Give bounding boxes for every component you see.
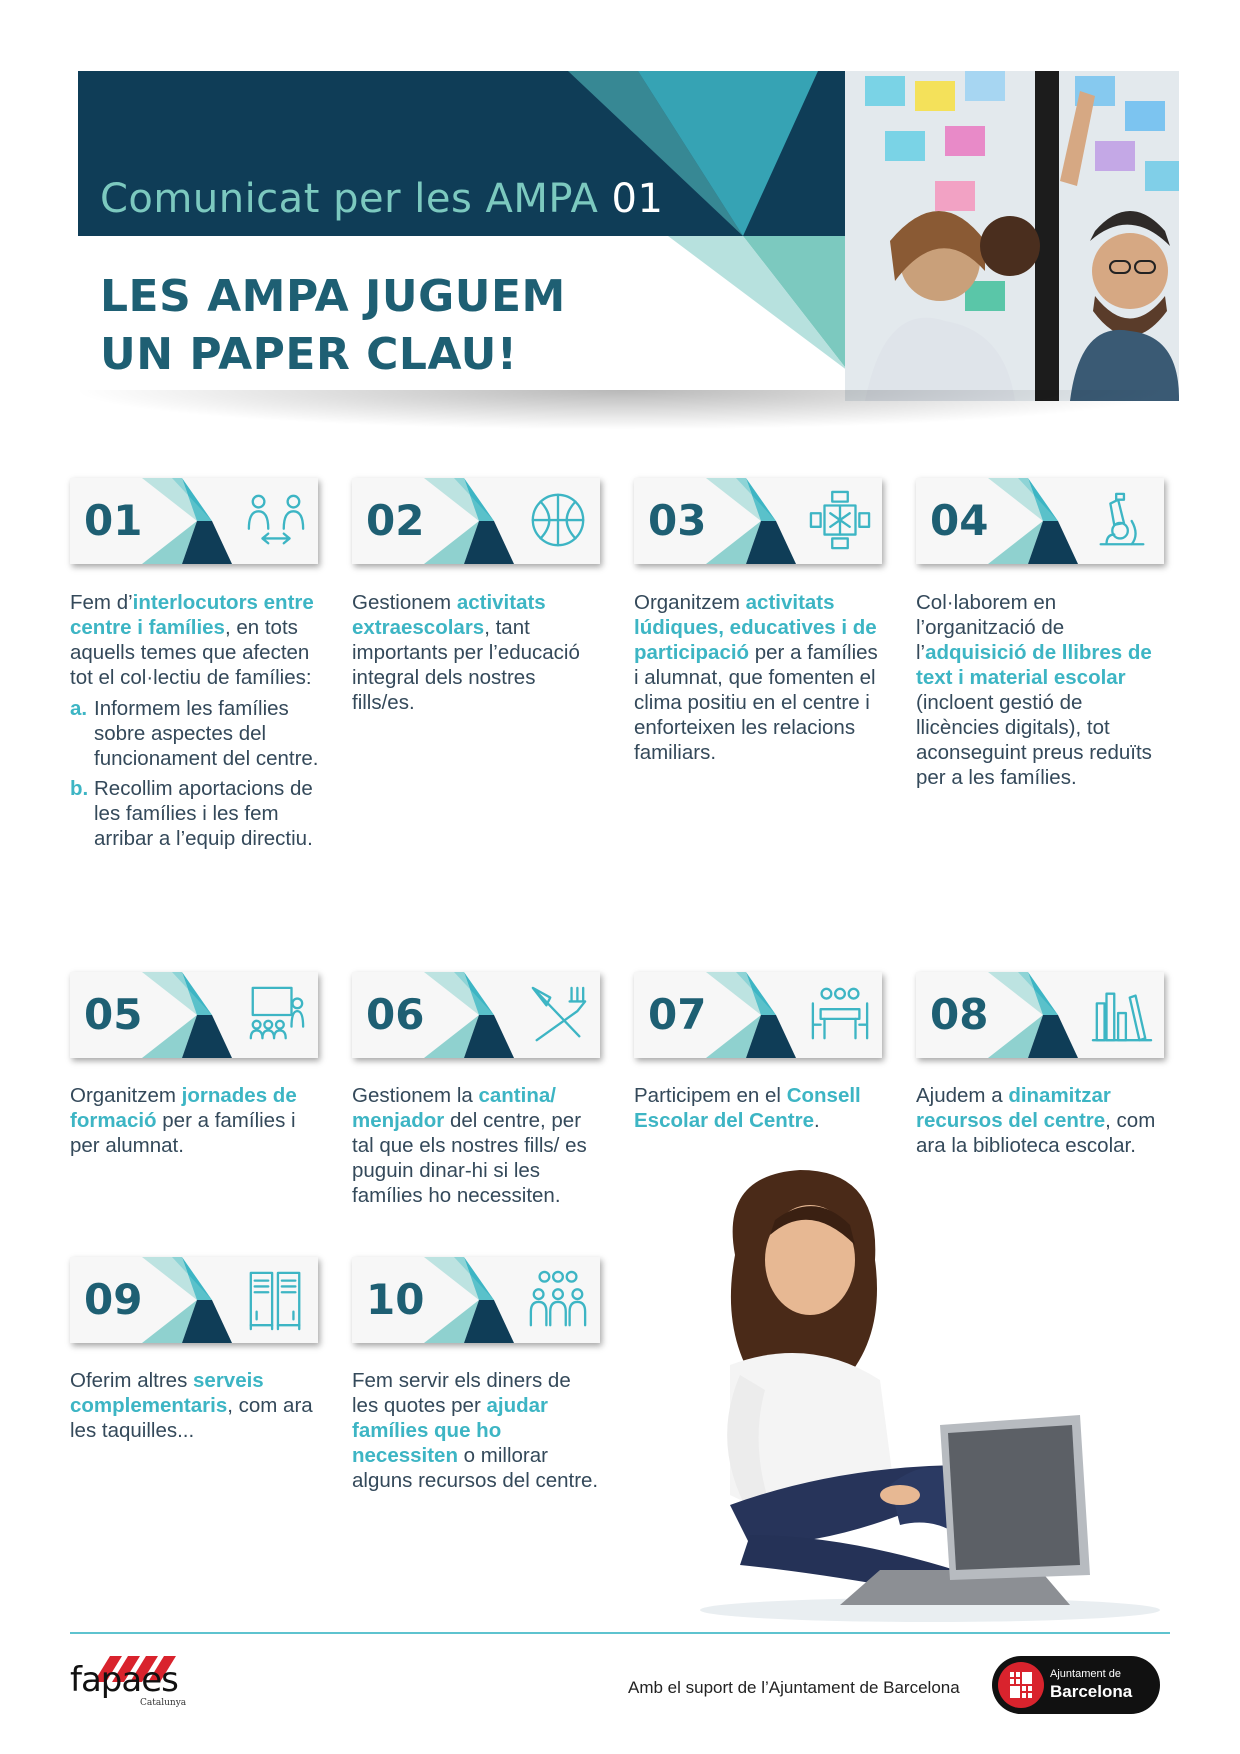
item-number: 08 bbox=[930, 990, 989, 1039]
fapaes-logo bbox=[70, 1652, 190, 1712]
item-triangles bbox=[142, 478, 252, 564]
item-card-01 bbox=[70, 478, 318, 564]
item-text-08 bbox=[916, 1083, 1166, 1158]
sublist-marker: b. bbox=[70, 777, 89, 800]
sublist-marker: a. bbox=[70, 697, 88, 720]
bookshelf-icon bbox=[1090, 984, 1154, 1046]
item-card-08 bbox=[916, 972, 1164, 1058]
fapaes-subtitle: Catalunya bbox=[140, 1698, 187, 1708]
item-text-10 bbox=[352, 1368, 602, 1493]
headline bbox=[100, 268, 566, 384]
item-text-07 bbox=[634, 1083, 884, 1133]
team-photo-illustration bbox=[845, 71, 1179, 401]
support-text: Amb el suport de l’Ajuntament de Barcelona bbox=[628, 1678, 960, 1697]
item-highlight: activitats extraescolars bbox=[352, 591, 546, 639]
item-text-segment: Fem d’ bbox=[70, 591, 133, 614]
item-paragraph bbox=[70, 1083, 320, 1158]
ajuntament-bottom-label: Barcelona bbox=[1050, 1682, 1133, 1701]
item-card-04 bbox=[916, 478, 1164, 564]
item-paragraph bbox=[352, 1368, 602, 1493]
student-laptop-photo bbox=[640, 1165, 1160, 1625]
item-paragraph bbox=[916, 590, 1166, 790]
item-triangles bbox=[988, 972, 1098, 1058]
item-text-segment: Fem servir els diners de les quotes per bbox=[352, 1369, 571, 1417]
item-number: 04 bbox=[930, 496, 989, 545]
header-team-photo bbox=[845, 71, 1179, 401]
item-highlight: Consell Escolar del Centre bbox=[634, 1084, 861, 1132]
item-text-segment: , tant importants per l’educació integral dels nostres fills/es. bbox=[352, 616, 580, 714]
item-paragraph bbox=[70, 590, 320, 690]
item-triangles bbox=[424, 972, 534, 1058]
item-number: 06 bbox=[366, 990, 425, 1039]
sublist-item bbox=[70, 696, 320, 771]
item-card-02 bbox=[352, 478, 600, 564]
item-highlight: dinamitzar recursos del centre bbox=[916, 1084, 1111, 1132]
fapaes-wordmark: fapaes bbox=[70, 1660, 178, 1700]
item-text-segment: Organitzem bbox=[70, 1084, 182, 1107]
item-highlight: cantina/ menjador bbox=[352, 1084, 556, 1132]
teamwork-hands-icon bbox=[808, 490, 872, 552]
item-text-04 bbox=[916, 590, 1166, 790]
item-paragraph bbox=[70, 1368, 320, 1443]
sublist-text: Informem les famílies sobre aspectes del funcionament del centre. bbox=[94, 697, 319, 770]
microscope-icon bbox=[1090, 490, 1154, 552]
item-text-segment: Organitzem bbox=[634, 591, 746, 614]
item-text-05 bbox=[70, 1083, 320, 1158]
item-triangles bbox=[988, 478, 1098, 564]
item-number: 09 bbox=[84, 1275, 143, 1324]
banner-shadow bbox=[70, 390, 1175, 430]
item-text-segment: Ajudem a bbox=[916, 1084, 1009, 1107]
item-text-segment: o millorar alguns recursos del centre. bbox=[352, 1444, 599, 1492]
item-number: 03 bbox=[648, 496, 707, 545]
item-paragraph bbox=[916, 1083, 1166, 1158]
page-title-number: 01 bbox=[611, 176, 664, 222]
item-text-segment: per a famílies i per alumnat. bbox=[70, 1109, 296, 1157]
people-exchange-icon bbox=[244, 490, 308, 552]
item-text-segment: per a famílies i alumnat, que fomenten el clima positiu en el centre i enforteixen les relacions familiars. bbox=[634, 641, 878, 764]
item-card-05 bbox=[70, 972, 318, 1058]
barcelona-seal-icon bbox=[998, 1662, 1044, 1708]
item-highlight: serveis complementaris bbox=[70, 1369, 264, 1417]
item-highlight: activitats lúdiques, educatives i de participació bbox=[634, 591, 877, 664]
item-number: 02 bbox=[366, 496, 425, 545]
item-text-segment: , com ara les taquilles... bbox=[70, 1394, 313, 1442]
item-card-09 bbox=[70, 1257, 318, 1343]
item-text-segment: (incloent gestió de llicències digitals), tot aconseguint preus reduïts per a les famílies. bbox=[916, 691, 1152, 789]
sublist-text: Recollim aportacions de les famílies i les fem arribar a l’equip directiu. bbox=[94, 777, 313, 850]
item-highlight: ajudar famílies que ho necessiten bbox=[352, 1394, 549, 1467]
item-text-segment: Gestionem la bbox=[352, 1084, 479, 1107]
item-number: 01 bbox=[84, 496, 143, 545]
lockers-icon bbox=[244, 1269, 308, 1331]
sublist-item bbox=[70, 776, 320, 851]
item-paragraph bbox=[634, 1083, 884, 1133]
item-triangles bbox=[142, 1257, 252, 1343]
item-triangles bbox=[706, 972, 816, 1058]
item-highlight: interlocutors entre centre i famílies bbox=[70, 591, 314, 639]
item-paragraph bbox=[352, 590, 602, 715]
footer-divider bbox=[70, 1632, 1170, 1634]
item-text-segment: , com ara la biblioteca escolar. bbox=[916, 1109, 1156, 1157]
item-number: 10 bbox=[366, 1275, 425, 1324]
meeting-table-icon bbox=[808, 984, 872, 1046]
item-text-segment: Col·laborem en l’organització de l’ bbox=[916, 591, 1065, 664]
item-card-10 bbox=[352, 1257, 600, 1343]
ajuntament-top-label: Ajuntament de bbox=[1050, 1668, 1121, 1680]
item-triangles bbox=[424, 1257, 534, 1343]
item-text-06 bbox=[352, 1083, 602, 1208]
item-text-segment: Gestionem bbox=[352, 591, 457, 614]
basketball-icon bbox=[526, 490, 590, 552]
item-triangles bbox=[142, 972, 252, 1058]
item-card-03 bbox=[634, 478, 882, 564]
item-text-03 bbox=[634, 590, 884, 765]
item-sublist bbox=[70, 696, 320, 851]
item-number: 05 bbox=[84, 990, 143, 1039]
item-highlight: jornades de formació bbox=[70, 1084, 297, 1132]
item-paragraph bbox=[352, 1083, 602, 1208]
item-text-segment: Oferim altres bbox=[70, 1369, 194, 1392]
item-triangles bbox=[706, 478, 816, 564]
headline-line-2: UN PAPER CLAU! bbox=[100, 329, 518, 380]
presentation-icon bbox=[244, 984, 308, 1046]
item-text-01 bbox=[70, 590, 320, 856]
item-number: 07 bbox=[648, 990, 707, 1039]
item-text-segment: . bbox=[814, 1109, 820, 1132]
item-text-02 bbox=[352, 590, 602, 715]
cutlery-icon bbox=[526, 984, 590, 1046]
ajuntament-logo bbox=[992, 1656, 1160, 1714]
page-title bbox=[100, 176, 663, 222]
item-text-segment: , en tots aquells temes que afecten tot el col·lectiu de famílies: bbox=[70, 616, 312, 689]
group-icon bbox=[526, 1269, 590, 1331]
item-highlight: adquisició de llibres de text i material escolar bbox=[916, 641, 1152, 689]
item-card-06 bbox=[352, 972, 600, 1058]
headline-line-1: LES AMPA JUGUEM bbox=[100, 271, 566, 322]
page-title-text: Comunicat per les AMPA bbox=[100, 176, 599, 222]
item-text-segment: del centre, per tal que els nostres fills/ es puguin dinar-hi si les famílies ho necessiten. bbox=[352, 1109, 587, 1207]
item-text-09 bbox=[70, 1368, 320, 1443]
item-text-segment: Participem en el bbox=[634, 1084, 787, 1107]
item-paragraph bbox=[634, 590, 884, 765]
item-triangles bbox=[424, 478, 534, 564]
item-card-07 bbox=[634, 972, 882, 1058]
